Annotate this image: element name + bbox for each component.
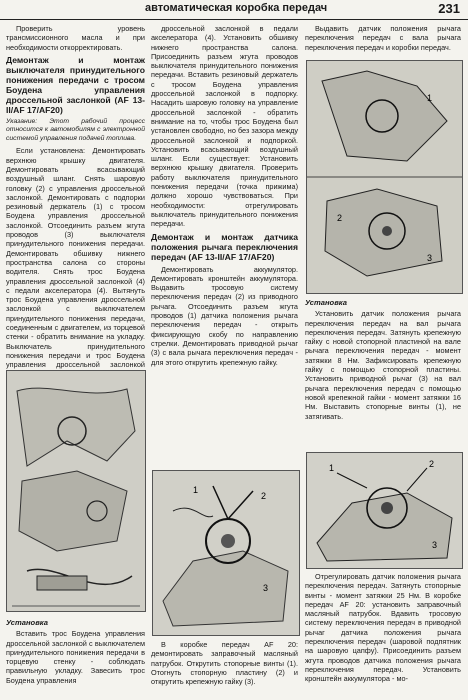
section-heading: Демонтаж и монтаж датчика положения рычага переключения передач (AF 13-II/AF 17/AF20) bbox=[151, 231, 298, 262]
section-heading: Демонтаж и монтаж выключателя принудительного понижения передачи с тросом Боудена управления дроссельной заслонкой (AF 13-II/AF 17/AF20) bbox=[6, 54, 145, 115]
column-2 bbox=[151, 24, 298, 462]
running-title: автоматическая коробка передач bbox=[145, 2, 328, 14]
paragraph: Вставить трос Боудена управления дроссельной заслонкой с выключателем принудительного понижения передачи в торцевую стенку - соблюдать правильную укладку. Завесить трос Боудена управления bbox=[6, 629, 145, 685]
figure-sensor-removal bbox=[306, 60, 463, 294]
paragraph: В коробке передач AF 20: демонтировать заправочный масляный патрубок. Открутить стопорные винты (1). Отогнуть стопорную пластину (2) и открутить крепежную гайку (3). bbox=[151, 640, 298, 687]
column-2-bottom bbox=[151, 640, 298, 698]
callout-2: 2 bbox=[337, 213, 343, 223]
figure-sensor-install bbox=[306, 452, 463, 569]
sensor-removal-drawing bbox=[307, 61, 462, 293]
paragraph: Демонтировать аккумулятор. Демонтировать кронштейн аккумулятора. Выдавить тросовую систему переключения передач (2) из приводного рычага. Отсоединить разъем жгута проводов (1) датчика положения рычага переключения передач - открыть фиксирующую скобу по направлению стрелки. Демонтировать приводной рычаг (3) с вала рычага переключения передач - для этого открутить крепежную гайку. bbox=[151, 264, 298, 367]
paragraph: Отрегулировать датчик положения рычага переключения передач. Затянуть стопорные винты - момент затяжки 25 Нм. В коробке передач AF 20: установить заправочный масляный патрубок. Вдавить тросовую систему переключения передач в приводной рычаг датчика положения рычага переключения передач (шаровой подпятник на шаровую цапфу). Присоединить разъем жгута проводов датчика положения рычага переключения передач. Установить кронштейн аккумулятора - мо- bbox=[305, 572, 461, 684]
column-3-bottom bbox=[305, 572, 461, 698]
page-number: 231 bbox=[438, 1, 460, 16]
callout-2: 2 bbox=[261, 491, 267, 501]
callout-3: 3 bbox=[432, 540, 438, 550]
column-1 bbox=[6, 24, 145, 369]
callout-1: 1 bbox=[427, 93, 433, 103]
column-3-top bbox=[305, 24, 461, 56]
column-1-bottom bbox=[6, 616, 145, 698]
paragraph: Если установлена: Демонтировать верхнюю крышку двигателя. Демонтировать всасывающий воздушный шланг. Снять шаровую головку (2) с управления дроссельной заслонкой. Демонтировать с подпорки резиновый держатель (1) с тросом Боудена управления дроссельной заслонкой. Отсоединить разъем жгута проводов (3) выключателя принудительного понижения передачи. Демонтировать обшивку нижнего пространства салона со стороны водителя. Снять трос Боудена управления дроссельной заслонкой (4) с педали акселератора (4). Вытянуть трос Боудена управления дроссельной заслонкой с выключателем принудительного понижения передачи, соединенным с двигателем, из торцевой стенки - обратить внимание на укладку. Выключатель принудительного понижения передачи и трос Боудена управления дроссельной заслонкой bbox=[6, 146, 145, 370]
selector-lever-drawing bbox=[153, 471, 299, 635]
paragraph: Выдавить датчик положения рычага переключения передач с вала рычага переключения передач и коробки передач. bbox=[305, 24, 461, 52]
callout-3: 3 bbox=[263, 583, 269, 593]
figure-engine-throttle bbox=[6, 370, 146, 612]
callout-2: 2 bbox=[429, 459, 435, 469]
engine-drawing bbox=[7, 371, 145, 611]
page-header bbox=[0, 0, 468, 20]
note: Указание: Этот рабочий процесс относится к автомобилям с электронной системой управления подачей топлива. bbox=[6, 117, 145, 142]
column-3-middle bbox=[305, 296, 461, 448]
paragraph: дроссельной заслонкой в педали акселератора (4). Установить обшивку нижнего пространства салона. Присоединить разъем жгута проводов выключателя принудительного понижения передачи. Вставить резиновый держатель с тросом Боудена управления дроссельной заслонкой в подпорку. Насадить шаровую головку на управление дроссельной заслонкой - обратить внимание на то, чтобы трос Боудена был установлен свободно, но без зазора между дроссельной заслонкой и подпоркой. Установить всасывающий воздушный шланг. Если существует: Установить верхнюю крышку двигателя. Проверить работу выключателя принудительного понижения передачи (точка прижима) должно хорошо чувствоваться. При необходимости: отрегулировать выключатель принудительного понижения передачи. bbox=[151, 24, 298, 229]
paragraph: Установить датчик положения рычага переключения передач на вал рычага переключения передач. Затянуть крепежную гайку с новой стопорной пластиной на вале рычага переключения передач - момент затяжки 8 Нм. Зафиксировать крепежную гайку с помощью стопорной пластины. Установить приводной рычаг (3) на вал рычага переключения передач с помощью новой крепежной гайки - момент затяжки 16 Нм. Выставить стопорные винты (1), не затягивать. bbox=[305, 309, 461, 421]
callout-3: 3 bbox=[427, 253, 433, 263]
figure-selector-lever bbox=[152, 470, 300, 636]
caption-installation: Установка bbox=[305, 298, 347, 307]
sensor-install-drawing bbox=[307, 453, 462, 568]
caption-installation: Установка bbox=[6, 618, 48, 627]
callout-1: 1 bbox=[329, 463, 335, 473]
callout-1: 1 bbox=[193, 485, 199, 495]
paragraph: Проверить уровень трансмиссионного масла и при необходимости откорректировать. bbox=[6, 24, 145, 52]
